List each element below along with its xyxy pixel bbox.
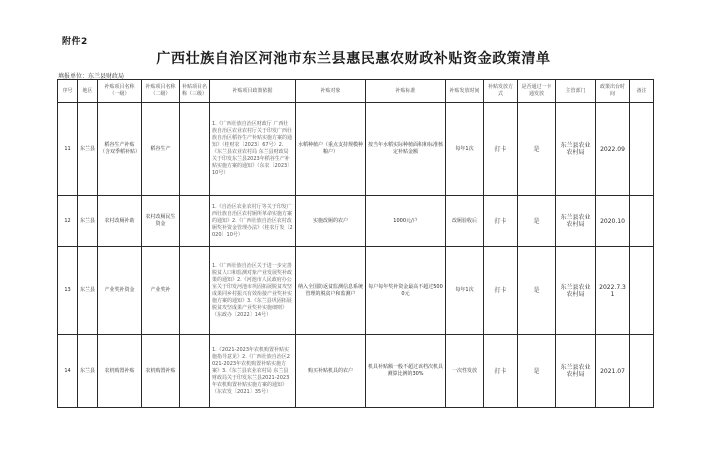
col-header-no: 序号 (58, 80, 78, 103)
col-header-target: 补贴对象 (296, 80, 366, 103)
cell-level1: 稻谷生产补贴（含双季稻补贴） (98, 103, 142, 196)
col-header-basis: 补贴项目政策依据 (210, 80, 296, 103)
cell-no: 12 (58, 196, 78, 247)
table-row (58, 335, 654, 408)
cell-standard: 机具补贴额一般不超过该档次机具测算比例的30% (366, 335, 446, 408)
cell-method: 打卡 (484, 335, 518, 408)
reporting-unit: 填报单位：东兰县财政局 (58, 73, 125, 80)
cell-standard: 按当年水稻实际种植面积和标准核定补贴金额 (366, 103, 446, 196)
cell-region: 东兰县 (78, 247, 98, 335)
cell-basis: 1.《2021-2023年农机购置补贴实施指导意见》2.《广西壮族自治区2021-2023年农机购置补贴实施方案》3.《东兰县农业农村局 东兰县财政局关于印发东兰县2021-2023年农机购置补贴实施方案的通知》（东农发〔2021〕35号） (210, 335, 296, 408)
cell-level3 (180, 247, 210, 335)
cell-basis: 1.《广西壮族自治区关于进一步完善脱贫人口和监测对象产业发展奖补政策的通知》2.《河池市人民政府办公室关于印发河池市巩固拓展脱贫攻坚成果同乡村振兴有效衔接产业奖补实施方案的通知》3.《东兰县巩固拓展脱贫攻坚成果产业奖补实施细则》（东政办〔2022〕14号） (210, 247, 296, 335)
attachment-label: 附件2 (62, 37, 88, 47)
cell-level2: 稻谷生产 (142, 103, 180, 196)
cell-standard: 每户每年奖补资金最高不超过5000元 (366, 247, 446, 335)
cell-basis: 1.《自治区农业农村厅等关于印发广西壮族自治区农村厕所革命实施方案的通知》2.《广西壮族自治区农村改厕奖补资金管理办法》（桂农厅发〔2020〕10号） (210, 196, 296, 247)
cell-method: 打卡 (484, 247, 518, 335)
cell-target: 水稻种植户（重点支持规模种粮户） (296, 103, 366, 196)
col-header-method: 补贴发放方式 (484, 80, 518, 103)
col-header-time: 补贴发放时间 (446, 80, 484, 103)
cell-time: 每年1次 (446, 247, 484, 335)
cell-level3 (180, 196, 210, 247)
cell-note (630, 103, 654, 196)
col-header-region: 地区 (78, 80, 98, 103)
cell-dept: 东兰县农业农村局 (556, 247, 596, 335)
col-header-level3: 补贴项目名称（三级） (180, 80, 210, 103)
cell-target: 购买补贴机具的农户 (296, 335, 366, 408)
col-header-level1: 补贴项目名称（一级） (98, 80, 142, 103)
cell-level1: 农机购置补贴 (98, 335, 142, 408)
col-header-note: 备注 (630, 80, 654, 103)
cell-method: 打卡 (484, 103, 518, 196)
cell-time: 改厕验收后 (446, 196, 484, 247)
cell-date: 2022.7.31 (596, 247, 630, 335)
col-header-card: 是否通过一卡通发放 (518, 80, 556, 103)
cell-time: 每年1次 (446, 103, 484, 196)
cell-level3 (180, 103, 210, 196)
cell-target: 实施改厕的农户 (296, 196, 366, 247)
cell-dept: 东兰县农业农村局 (556, 335, 596, 408)
cell-level2: 农机购置补贴 (142, 335, 180, 408)
cell-region: 东兰县 (78, 103, 98, 196)
table-header-row (58, 80, 654, 103)
cell-level2: 产业奖补 (142, 247, 180, 335)
page-title: 广西壮族自治区河池市东兰县惠民惠农财政补贴资金政策清单 (156, 51, 551, 67)
cell-time: 一次性发放 (446, 335, 484, 408)
cell-date: 2022.09 (596, 103, 630, 196)
col-header-dept: 主管部门 (556, 80, 596, 103)
col-header-date: 政策出台时间 (596, 80, 630, 103)
cell-note (630, 335, 654, 408)
cell-date: 2020.10 (596, 196, 630, 247)
cell-date: 2021.07 (596, 335, 630, 408)
table-row (58, 103, 654, 196)
col-header-standard: 补贴标准 (366, 80, 446, 103)
cell-no: 14 (58, 335, 78, 408)
cell-level3 (180, 335, 210, 408)
cell-card: 是 (518, 196, 556, 247)
cell-level1: 农村改厕补助 (98, 196, 142, 247)
table-row (58, 196, 654, 247)
cell-level2: 农村改厕民生资金 (142, 196, 180, 247)
cell-dept: 东兰县农业农村局 (556, 196, 596, 247)
cell-note (630, 247, 654, 335)
cell-no: 11 (58, 103, 78, 196)
cell-note (630, 196, 654, 247)
cell-no: 13 (58, 247, 78, 335)
col-header-level2: 补贴项目名称（二级） (142, 80, 180, 103)
cell-card: 是 (518, 247, 556, 335)
policy-table (57, 79, 654, 408)
cell-card: 是 (518, 103, 556, 196)
cell-basis: 1.《广西壮族自治区财政厅 广西壮族自治区农业农村厅关于印发广西壮族自治区稻谷生产补贴实施方案的通知》（桂财农〔2023〕67号）2.《东兰县农业农村局 东兰县财政局关于印发东兰县2023年稻谷生产补贴实施方案的通知》（东农〔2023〕10号） (210, 103, 296, 196)
cell-region: 东兰县 (78, 196, 98, 247)
cell-method: 打卡 (484, 196, 518, 247)
cell-level1: 产业奖补资金 (98, 247, 142, 335)
table-row (58, 247, 654, 335)
cell-standard: 1000元/户 (366, 196, 446, 247)
cell-card: 是 (518, 335, 556, 408)
cell-dept: 东兰县农业农村局 (556, 103, 596, 196)
cell-region: 东兰县 (78, 335, 98, 408)
cell-target: 纳入全国防返贫监测信息系统管理的脱贫户和监测户 (296, 247, 366, 335)
